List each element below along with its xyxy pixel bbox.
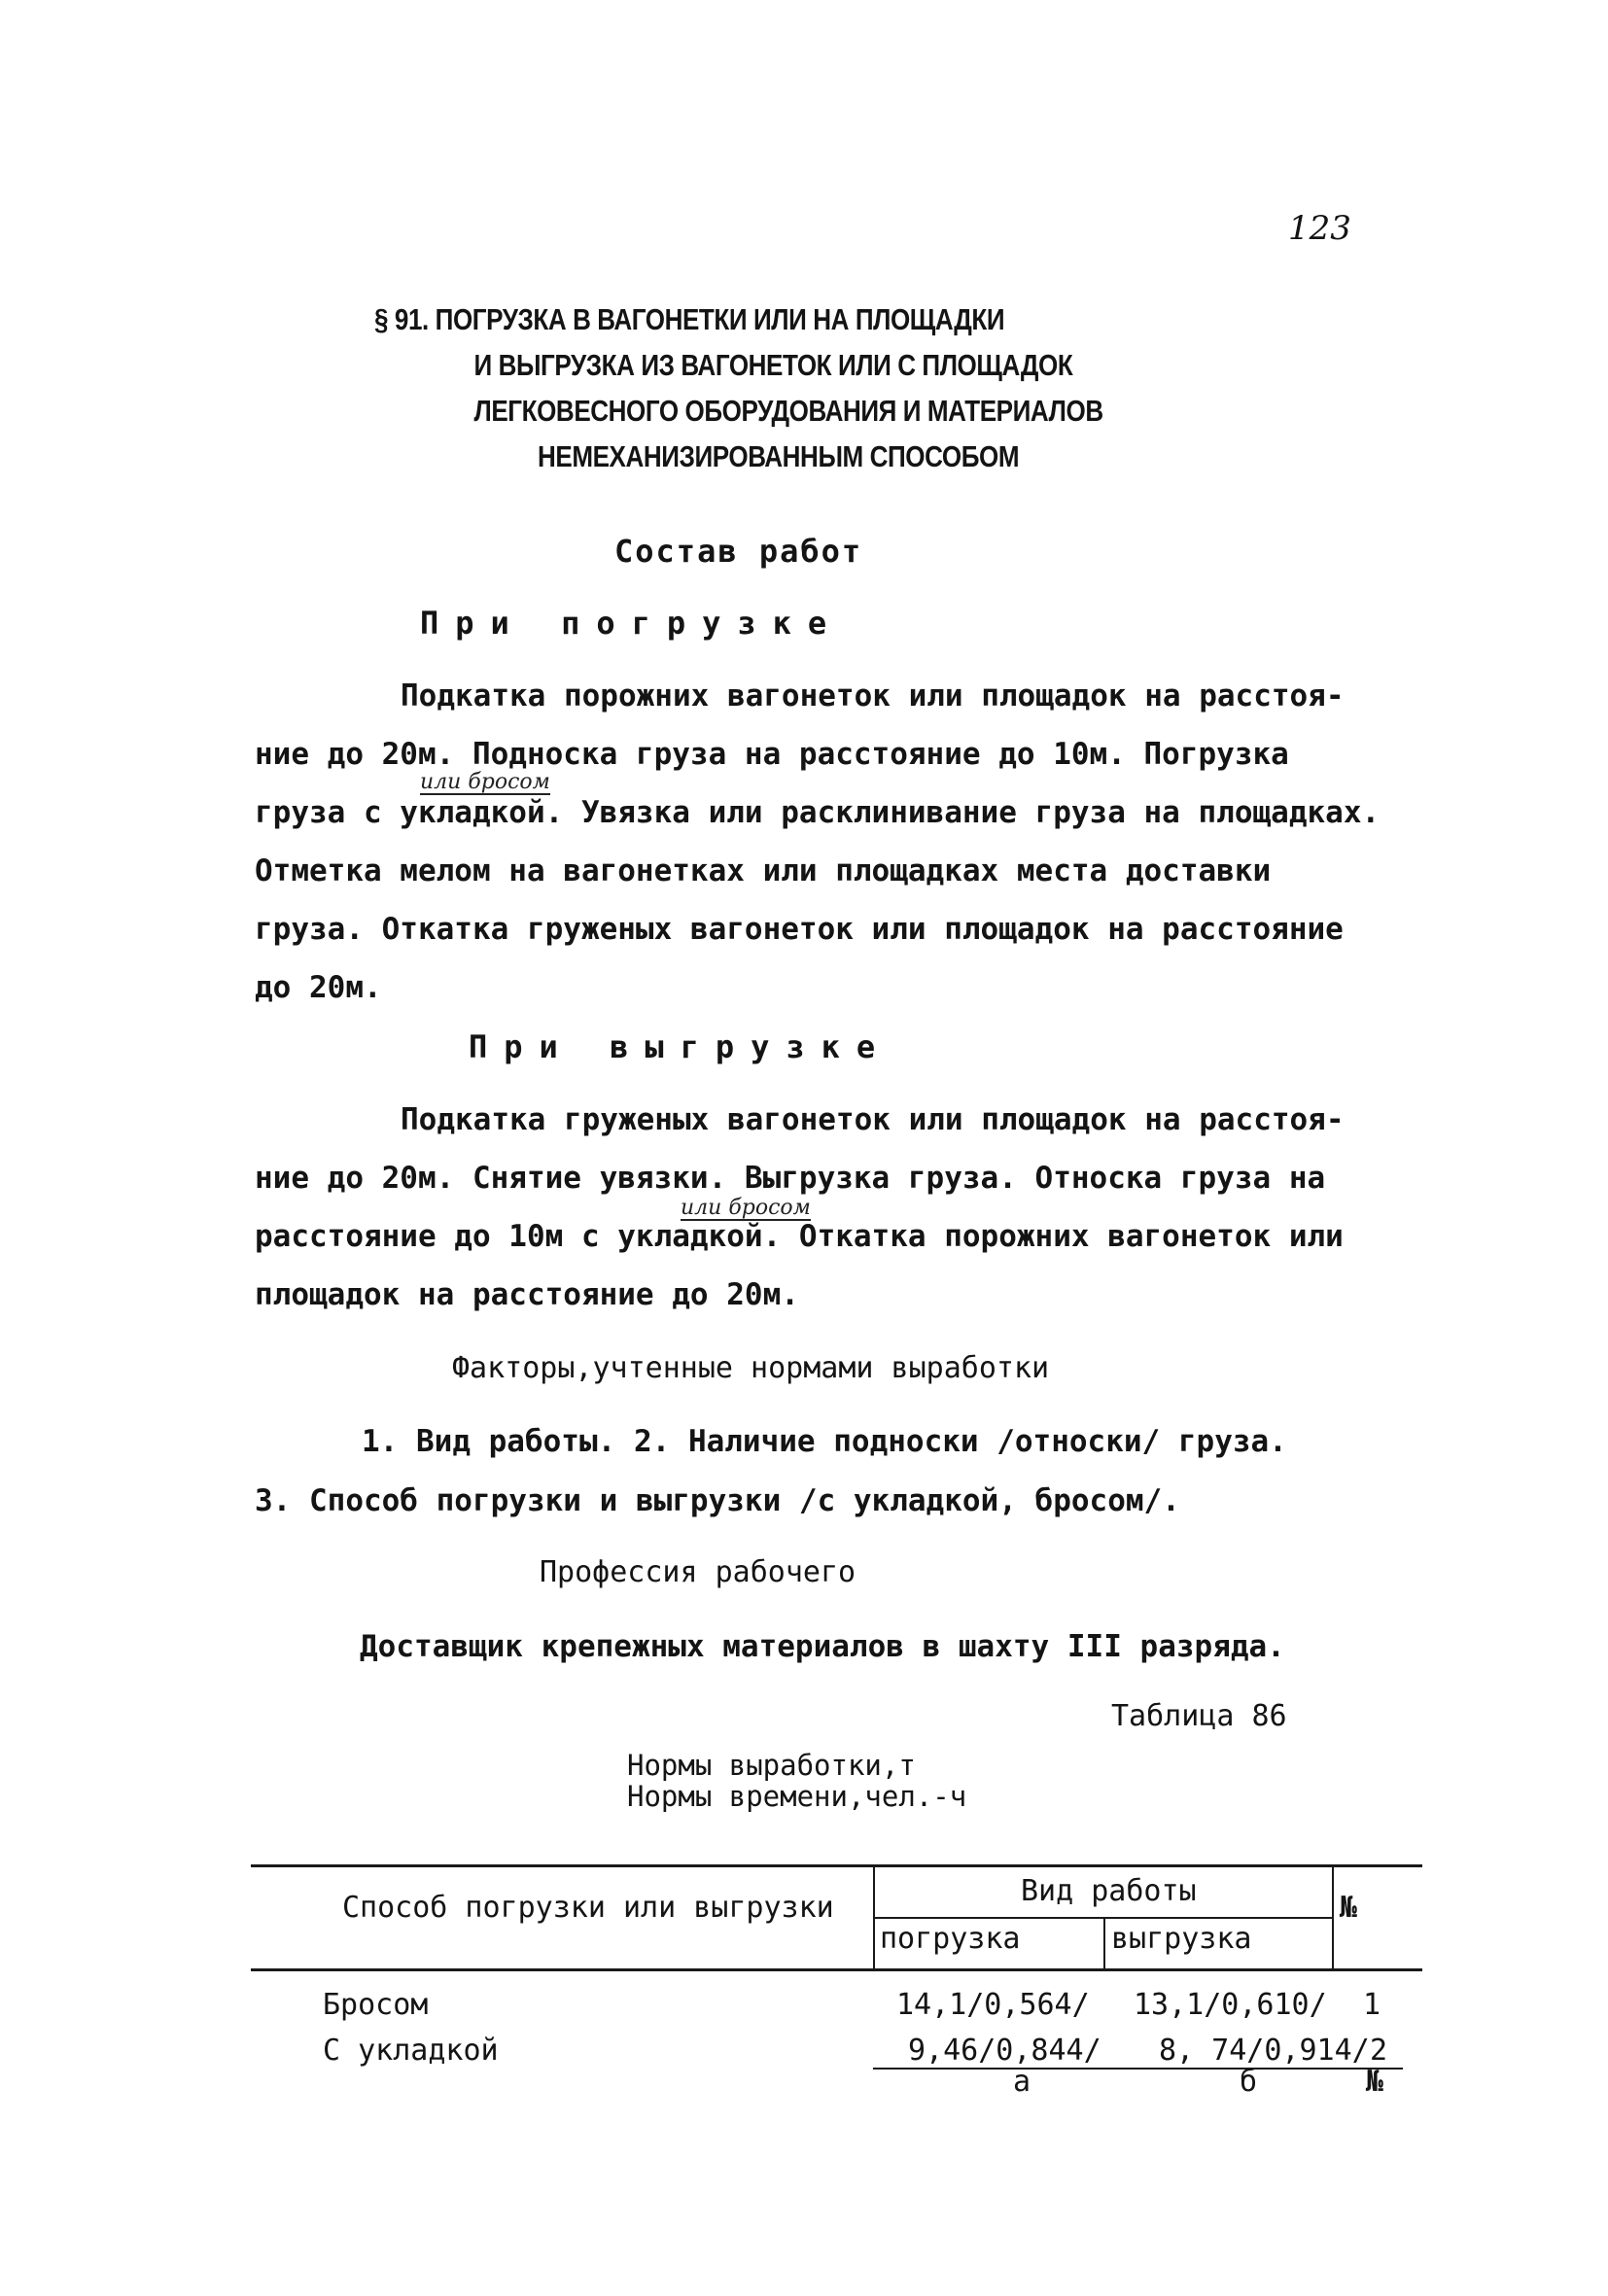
section-title <box>374 296 1103 479</box>
loading-heading: При погрузке <box>420 605 844 642</box>
table-row-1-method: Бросом <box>323 1988 429 2022</box>
table-row-2-loading: 9,46/0,844/ <box>908 2034 1101 2068</box>
table-header-loading: погрузка <box>880 1922 1021 1956</box>
loading-line-2: ние до 20м. Подноска груза на расстояние до 10м. Погрузка <box>255 737 1289 772</box>
handwritten-insert-loading: или бросом <box>420 770 550 794</box>
table-vertical-rule-3 <box>1103 1919 1105 1968</box>
table-caption-line-1: Нормы выработки,т <box>627 1749 916 1782</box>
loading-line-3: груза с укладкой. Увязка или расклинивание груза на площадках. <box>255 795 1381 830</box>
table-caption <box>627 1750 966 1812</box>
loading-line-1: Подкатка порожних вагонеток или площадок на расстоя- <box>401 678 1345 713</box>
table-vertical-rule-2 <box>1332 1866 1334 1968</box>
unloading-heading: При выгрузке <box>469 1028 892 1065</box>
table-header-work-type: Вид работы <box>1021 1874 1197 1908</box>
table-row-2-unloading: 8, 74/0,914/ <box>1159 2034 1370 2068</box>
table-row-1-unloading: 13,1/0,610/ <box>1134 1988 1327 2022</box>
section-number: § 91. <box>374 302 429 336</box>
section-title-line-1: § 91. ПОГРУЗКА В ВАГОНЕТКИ ИЛИ НА ПЛОЩАДКИ <box>374 302 1005 336</box>
table-footer-number: № <box>1366 2065 1384 2099</box>
factors-line-1: 1. Вид работы. 2. Наличие подноски /относки/ груза. <box>362 1424 1287 1459</box>
profession-text: Доставщик крепежных материалов в шахту III разряда. <box>360 1629 1285 1664</box>
loading-line-6: до 20м. <box>255 970 382 1005</box>
unloading-line-2: ние до 20м. Снятие увязки. Выгрузка груза. Относка груза на <box>255 1161 1326 1196</box>
table-row-1-loading: 14,1/0,564/ <box>896 1988 1090 2022</box>
unloading-line-3: расстояние до 10м с укладкой. Откатка порожних вагонеток или <box>255 1219 1344 1254</box>
unloading-line-4: площадок на расстояние до 20м. <box>255 1277 799 1312</box>
loading-paragraph <box>255 667 1380 1017</box>
table-bottom-rule <box>873 2068 1403 2070</box>
table-header-method: Способ погрузки или выгрузки <box>342 1891 834 1925</box>
loading-line-5: груза. Откатка груженых вагонеток или площадок на расстояние <box>255 912 1344 947</box>
loading-line-4: Отметка мелом на вагонетках или площадках места доставки <box>255 853 1272 888</box>
profession-heading: Профессия рабочего <box>540 1555 856 1589</box>
composition-heading: Состав работ <box>614 533 863 570</box>
table-label: Таблица 86 <box>1111 1699 1287 1733</box>
table-header-rule <box>251 1968 1422 1971</box>
table-caption-line-2: Нормы времени,чел.-ч <box>627 1780 967 1813</box>
table-header-number: № <box>1340 1891 1358 1925</box>
page-number: 123 <box>1288 209 1351 248</box>
unloading-line-1: Подкатка груженых вагонеток или площадок на расстоя- <box>401 1102 1345 1137</box>
table-row-2-number: 2 <box>1370 2034 1388 2068</box>
factors-line-2: 3. Способ погрузки и выгрузки /с укладкой, бросом/. <box>255 1483 1180 1518</box>
factors-heading: Факторы,учтенные нормами выработки <box>452 1351 1050 1385</box>
table-footer-a: а <box>1013 2065 1031 2099</box>
table-top-rule <box>251 1864 1422 1867</box>
table-footer-b: б <box>1240 2065 1258 2099</box>
section-title-line-4: НЕМЕХАНИЗИРОВАННЫМ СПОСОБОМ <box>538 439 1020 473</box>
table-row-2-method: С укладкой <box>323 2034 499 2068</box>
table-header-unloading: выгрузка <box>1111 1922 1252 1956</box>
handwritten-insert-unloading: или бросом <box>681 1196 811 1220</box>
section-title-line-3: ЛЕГКОВЕСНОГО ОБОРУДОВАНИЯ И МАТЕРИАЛОВ <box>473 394 1103 428</box>
table-row-1-number: 1 <box>1363 1988 1381 2022</box>
section-title-line-2: И ВЫГРУЗКА ИЗ ВАГОНЕТОК ИЛИ С ПЛОЩАДОК <box>473 348 1073 382</box>
